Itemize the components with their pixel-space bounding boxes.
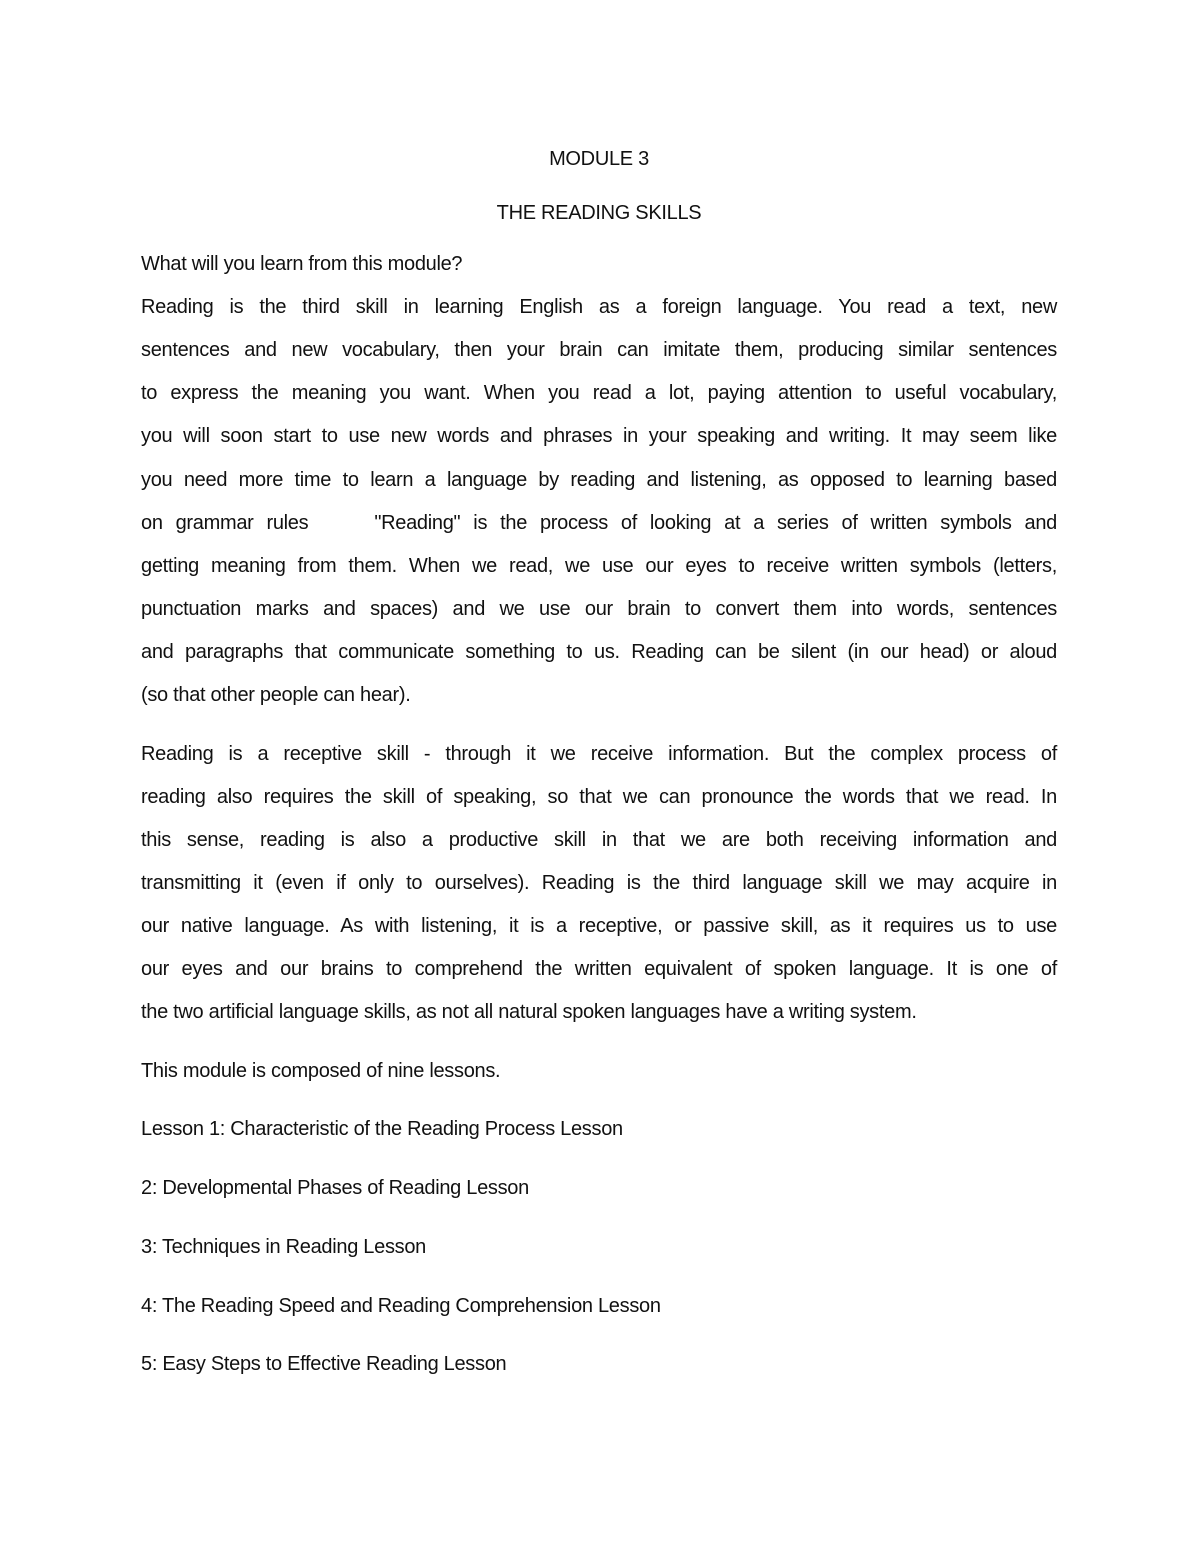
lesson-item: Lesson 1: Characteristic of the Reading Process Lesson [141, 1118, 623, 1140]
module-subtitle: THE READING SKILLS [496, 202, 702, 224]
lesson-item: 3: Techniques in Reading Lesson [141, 1236, 426, 1258]
paragraph-line: and paragraphs that communicate something to us. Reading can be silent (in our head) or aloud [141, 641, 1057, 663]
composition-note: This module is composed of nine lessons. [141, 1060, 501, 1082]
paragraph-line: you will soon start to use new words and phrases in your speaking and writing. It may seem like [141, 425, 1057, 447]
lesson-item: 5: Easy Steps to Effective Reading Lesson [141, 1353, 507, 1375]
lesson-item: 2: Developmental Phases of Reading Lesson [141, 1177, 529, 1199]
paragraph-line: Reading is the third skill in learning English as a foreign language. You read a text, new [141, 296, 1057, 318]
paragraph-line: (so that other people can hear). [141, 684, 411, 706]
paragraph-line: transmitting it (even if only to ourselves). Reading is the third language skill we may acquire in [141, 872, 1057, 894]
paragraph-line: sentences and new vocabulary, then your brain can imitate them, producing similar sentences [141, 339, 1057, 361]
paragraph-line: this sense, reading is also a productive skill in that we are both receiving information and [141, 829, 1057, 851]
paragraph-line: Reading is a receptive skill - through it we receive information. But the complex process of [141, 743, 1057, 765]
paragraph-line-segment: "Reading" is the process of looking at a series of written symbols and [374, 512, 1057, 534]
paragraph-line: punctuation marks and spaces) and we use our brain to convert them into words, sentences [141, 598, 1057, 620]
module-title: MODULE 3 [549, 148, 649, 170]
paragraph-line: the two artificial language skills, as not all natural spoken languages have a writing system. [141, 1001, 917, 1023]
lesson-item: 4: The Reading Speed and Reading Comprehension Lesson [141, 1295, 661, 1317]
intro-question: What will you learn from this module? [141, 253, 463, 275]
paragraph-line: to express the meaning you want. When you read a lot, paying attention to useful vocabulary, [141, 382, 1057, 404]
paragraph-line: our eyes and our brains to comprehend the written equivalent of spoken language. It is one of [141, 958, 1057, 980]
paragraph-line-split [141, 511, 1057, 535]
paragraph-line: reading also requires the skill of speaking, so that we can pronounce the words that we read. In [141, 786, 1057, 808]
paragraph-line: our native language. As with listening, it is a receptive, or passive skill, as it requires us to use [141, 915, 1057, 937]
paragraph-line: getting meaning from them. When we read, we use our eyes to receive written symbols (letters, [141, 555, 1057, 577]
paragraph-line: you need more time to learn a language by reading and listening, as opposed to learning based [141, 469, 1057, 491]
paragraph-line-segment: on grammar rules [141, 512, 309, 534]
